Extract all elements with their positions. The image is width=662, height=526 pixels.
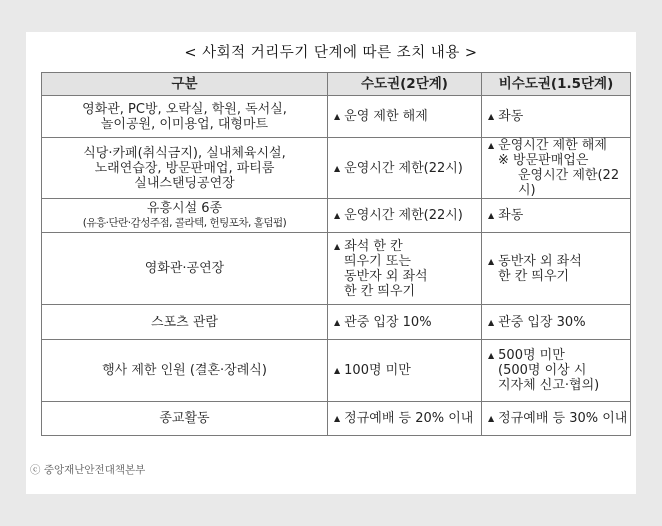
bullet-icon: ▲ [488, 112, 495, 121]
category-cell: 유흥시설 6종 (유흥·단란·감성주점, 콜라텍, 헌팅포차, 홀덤펍) [42, 199, 328, 233]
header-capital: 수도권(2단계) [328, 73, 482, 96]
category-cell: 스포츠 관람 [42, 305, 328, 340]
capital-cell: ▲ 정규예배 등 20% 이내 [328, 402, 482, 436]
measures-table [41, 72, 631, 436]
category-cell: 식당·카페(취식금지), 실내체육시설, 노래연습장, 방문판매업, 파티룸 실내스탠딩공연장 [42, 138, 328, 199]
table-title: < 사회적 거리두기 단계에 따른 조치 내용 > [184, 45, 478, 61]
category-cell: 영화관, PC방, 오락실, 학원, 독서실, 놀이공원, 이미용업, 대형마트 [42, 96, 328, 138]
capital-cell: ▲ 좌석 한 칸 띄우기 또는 동반자 외 좌석 한 칸 띄우기 [328, 233, 482, 305]
bullet-icon: ▲ [334, 163, 341, 173]
bullet-icon: ▲ [334, 211, 341, 220]
noncapital-cell: ▲ 정규예배 등 30% 이내 [482, 402, 631, 436]
bullet-icon: ▲ [488, 141, 495, 150]
capital-cell: ▲ 운영시간 제한(22시) [328, 199, 482, 233]
noncapital-cell: ▲ 좌동 [482, 199, 631, 233]
noncapital-cell: ▲ 운영시간 제한 해제 ※ 방문판매업은 운영시간 제한(22시) [482, 138, 631, 199]
bullet-icon: ▲ [488, 211, 495, 220]
noncapital-cell: ▲ 관중 입장 30% [482, 305, 631, 340]
bullet-icon: ▲ [334, 317, 341, 327]
header-noncapital: 비수도권(1.5단계) [482, 73, 631, 96]
bullet-icon: ▲ [334, 112, 341, 121]
table-row [42, 233, 631, 305]
capital-cell: ▲ 운영시간 제한(22시) [328, 138, 482, 199]
content-card [26, 32, 636, 494]
category-cell: 영화관·공연장 [42, 233, 328, 305]
bullet-icon: ▲ [334, 366, 341, 375]
bullet-icon: ▲ [488, 256, 495, 266]
noncapital-cell: ▲ 동반자 외 좌석 한 칸 띄우기 [482, 233, 631, 305]
capital-cell: ▲ 운영 제한 해제 [328, 96, 482, 138]
table-row [42, 402, 631, 436]
category-cell: 종교활동 [42, 402, 328, 436]
capital-cell: ▲ 관중 입장 10% [328, 305, 482, 340]
table-row [42, 305, 631, 340]
noncapital-cell: ▲ 500명 미만 (500명 이상 시 지자체 신고·협의) [482, 340, 631, 402]
bullet-icon: ▲ [488, 351, 495, 360]
source-credit: ⓒ 중앙재난안전대책본부 [30, 464, 146, 476]
bullet-icon: ▲ [334, 414, 341, 423]
table-row [42, 340, 631, 402]
noncapital-cell: ▲ 좌동 [482, 96, 631, 138]
header-category: 구분 [42, 73, 328, 96]
capital-cell: ▲ 100명 미만 [328, 340, 482, 402]
bullet-icon: ▲ [488, 317, 495, 327]
table-row [42, 138, 631, 199]
bullet-icon: ▲ [334, 241, 341, 251]
bullet-icon: ▲ [488, 414, 495, 423]
header-row [42, 73, 631, 96]
table-row [42, 199, 631, 233]
table-row [42, 96, 631, 138]
category-cell: 행사 제한 인원 (결혼·장례식) [42, 340, 328, 402]
